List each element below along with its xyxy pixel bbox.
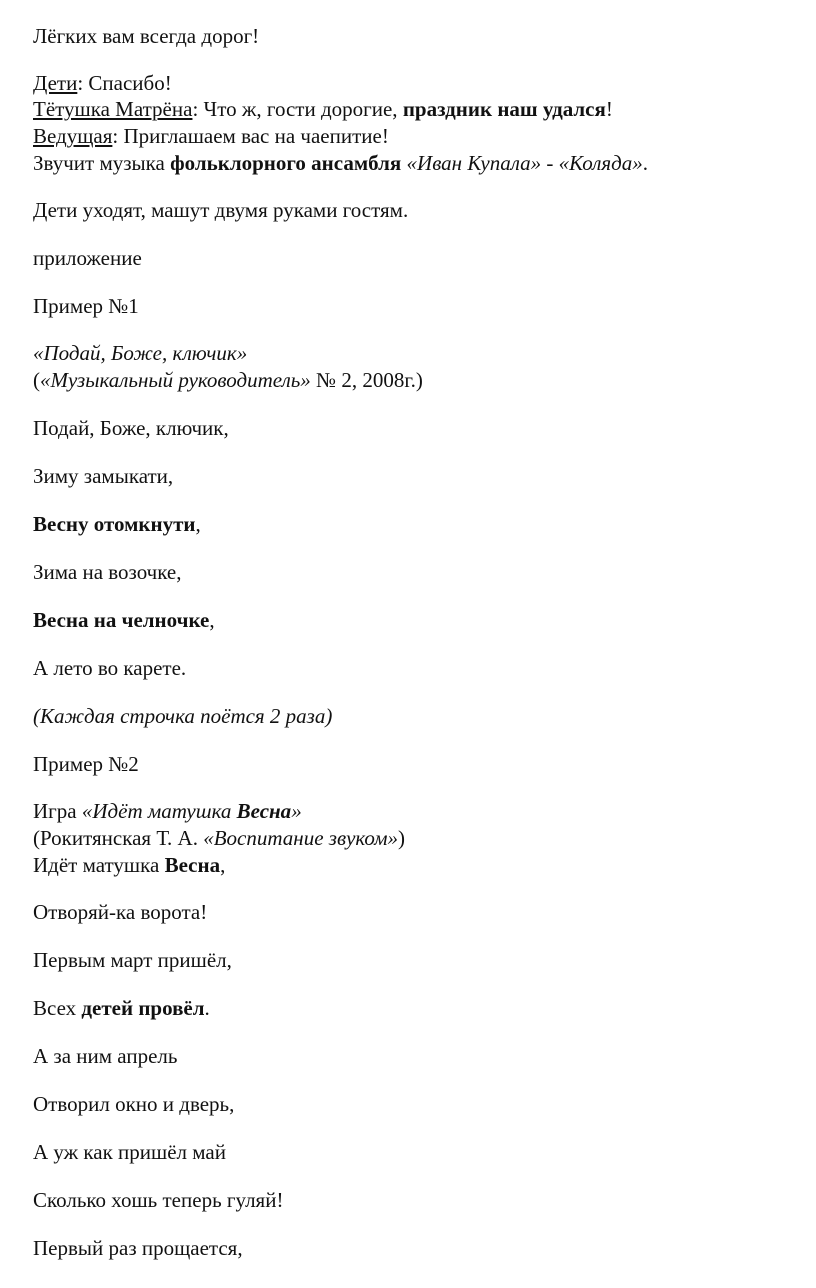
text-line [33,947,232,973]
text-line [33,559,182,585]
dialogue-text: Что ж, гости дорогие, [203,97,403,121]
text-line [33,995,210,1021]
text-line [33,293,139,319]
speaker-name: Дети [33,71,78,95]
song-title: «Коляда» [558,151,643,175]
song-line: Зима на возочке, [33,560,182,584]
quote-close: » [291,799,302,823]
separator: : [112,124,124,148]
dialogue-text: Спасибо! [88,71,172,95]
text-line [33,1235,243,1261]
punctuation: ! [605,97,613,121]
speaker-name: Тётушка Матрёна [33,97,193,121]
dialogue-text: Приглашаем вас на чаепитие! [123,124,389,148]
text-line [33,899,207,925]
farewell-line: Лёгких вам всегда дорог! [33,24,260,48]
dash: - [541,151,559,175]
game-title: «Идёт матушка [81,799,237,823]
punctuation: , [209,608,215,632]
separator: : [192,97,204,121]
stage-direction-music [33,150,648,176]
text-line [33,197,408,223]
punctuation: . [204,996,210,1020]
source-citation [33,825,405,851]
text-line [33,415,229,441]
song-line: Сколько хошь теперь гуляй! [33,1188,284,1212]
song-title: «Иван Купала» [406,151,542,175]
example-heading: Пример №1 [33,294,139,318]
text-line [33,852,225,878]
text-line [33,1091,234,1117]
text-line [33,1043,177,1069]
dialogue-line-host [33,123,389,149]
song-line: А лето во карете. [33,656,187,680]
dialogue-line-children [33,70,172,96]
bold-text: Весна [164,853,221,877]
separator: : [77,71,89,95]
example-heading: Пример №2 [33,752,139,776]
song-line: Идёт матушка [33,853,165,877]
bold-text: детей провёл [81,996,205,1020]
text-line [33,751,139,777]
song-line: Подай, Боже, ключик, [33,416,229,440]
text-line [33,340,247,366]
game-title-line [33,798,302,824]
text-line [33,1139,226,1165]
text-line [33,245,142,271]
punctuation: , [195,512,201,536]
song-line: А уж как пришёл май [33,1140,226,1164]
source-detail: № 2, 2008г.) [310,368,423,392]
bold-text: праздник наш удался [402,97,606,121]
source-title: «Воспитание звуком» [203,826,399,850]
text-line [33,1187,283,1213]
song-line-bold: Весна на челночке [33,608,210,632]
song-line: Отворяй-ка ворота! [33,900,208,924]
song-line: Всех [33,996,82,1020]
song-line: Первым март пришёл, [33,948,232,972]
text-line [33,463,173,489]
game-title-bold: Весна [236,799,292,823]
song-title: «Подай, Боже, ключик» [33,341,248,365]
song-line: Зиму замыкати, [33,464,174,488]
text: Игра [33,799,82,823]
text-line [33,23,259,49]
punctuation: . [642,151,649,175]
stage-direction: Дети уходят, машут двумя руками гостям. [33,198,409,222]
text: Звучит музыка [33,151,171,175]
text-line [33,703,332,729]
section-heading: приложение [33,246,142,270]
song-line: Первый раз прощается, [33,1236,243,1260]
bold-text: фольклорного ансамбля [170,151,402,175]
dialogue-line-aunt [33,96,613,122]
source-title: «Музыкальный руководитель» [40,368,311,392]
paren: ) [398,826,406,850]
performance-note: (Каждая строчка поётся 2 раза) [33,704,333,728]
source-citation [33,367,423,393]
song-line-bold: Весну отомкнути [33,512,196,536]
paren: ( [33,368,40,392]
text-line [33,511,201,537]
text-line [33,607,215,633]
author: (Рокитянская Т. А. [33,826,204,850]
punctuation: , [220,853,226,877]
song-line: Отворил окно и дверь, [33,1092,235,1116]
text-line [33,655,186,681]
song-line: А за ним апрель [33,1044,178,1068]
speaker-name: Ведущая [33,124,113,148]
